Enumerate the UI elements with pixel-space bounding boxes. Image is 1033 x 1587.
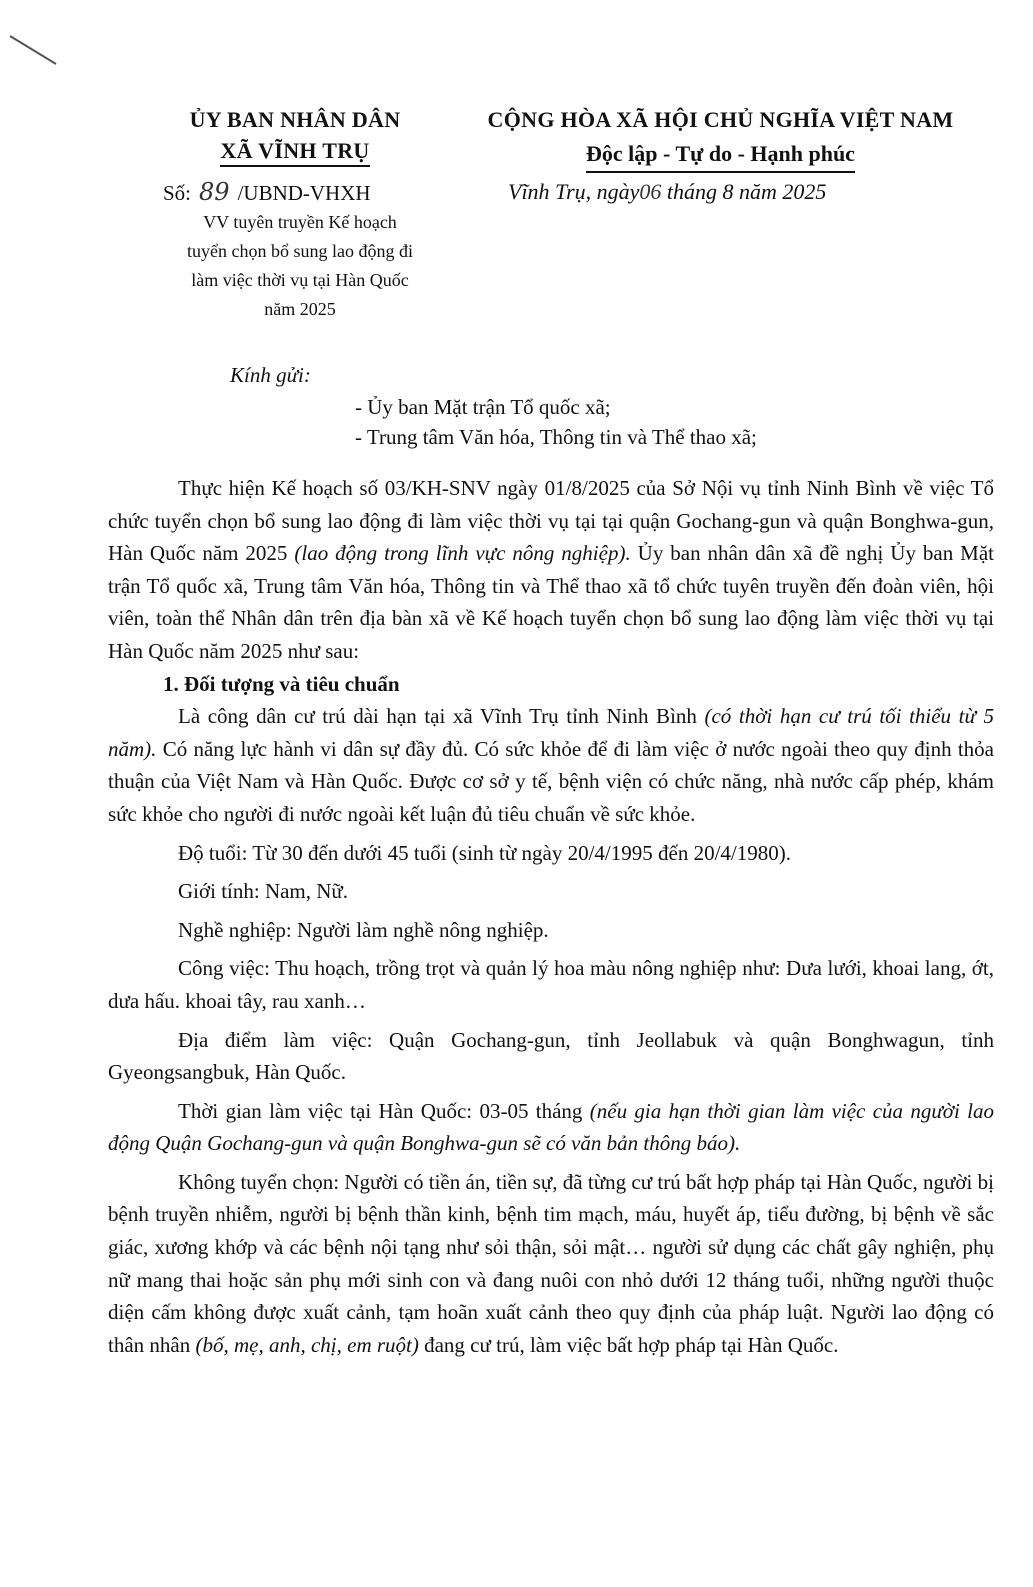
pen-stroke-mark [8, 30, 68, 70]
summary-line: làm việc thời vụ tại Hàn Quốc [191, 270, 409, 290]
country-name: CỘNG HÒA XÃ HỘI CHỦ NGHĨA VIỆT NAM [487, 107, 954, 132]
date-prefix: Vĩnh Trụ, ngày [508, 179, 640, 204]
national-motto: Độc lập - Tự do - Hạnh phúc [586, 137, 855, 173]
issuing-authority [120, 103, 470, 167]
national-title [448, 103, 993, 173]
eligibility-paragraph: Là công dân cư trú dài hạn tại xã Vĩnh Trụ tỉnh Ninh Bình (có thời hạn cư trú tối thiểu từ 5 năm). Có năng lực hành vi dân sự đầy đủ. Có sức khỏe để đi làm việc ở nước ngoài theo quy định thỏa thuận của Việt Nam và Hàn Quốc. Được cơ sở y tế, bệnh viện có chức năng, nhà nước cấp phép, khám sức khỏe cho người đi nước ngoài kết luận đủ tiêu chuẩn về sức khỏe. [108, 704, 994, 826]
age-requirement: Độ tuổi: Từ 30 đến dưới 45 tuổi (sinh từ ngày 20/4/1995 đến 20/4/1980). [178, 840, 791, 865]
work-description: Công việc: Thu hoạch, trồng trọt và quản lý hoa màu nông nghiệp như: Dưa lưới, khoai lang, ớt, dưa hấu. khoai tây, rau xanh… [108, 956, 994, 1013]
occupation-requirement: Nghề nghiệp: Người làm nghề nông nghiệp. [178, 917, 549, 942]
place-and-date [508, 177, 826, 207]
recipient-item: - Trung tâm Văn hóa, Thông tin và Thể thao xã; [355, 425, 757, 449]
doc-number-prefix: Số: [163, 181, 192, 205]
document-number [163, 177, 371, 208]
doc-number-handwritten: 89 [199, 178, 230, 206]
doc-number-suffix: /UBND-VHXH [237, 181, 371, 205]
work-location: Địa điểm làm việc: Quận Gochang-gun, tỉnh Jeollabuk và quận Bonghwagun, tỉnh Gyeongsangbuk, Hàn Quốc. [108, 1027, 994, 1085]
summary-line: VV tuyên truyền Kế hoạch [203, 212, 397, 232]
recipients-list [355, 392, 757, 452]
document-summary [135, 208, 465, 324]
document-body [108, 472, 994, 1361]
date-suffix: tháng 8 năm 2025 [666, 179, 827, 204]
recipient-item: - Ủy ban Mặt trận Tổ quốc xã; [355, 395, 611, 419]
gender-requirement: Giới tính: Nam, Nữ. [178, 879, 349, 904]
exclusion-criteria: Không tuyển chọn: Người có tiền án, tiền sự, đã từng cư trú bất hợp pháp tại Hàn Quốc, người bị bệnh truyền nhiễm, người bị bệnh thần kinh, bệnh tim mạch, máu, huyết áp, tiểu đường, bị bệnh về sắc giác, xương khớp và các bệnh nội tạng như sỏi thận, sỏi mật… người sử dụng các chất gây nghiện, phụ nữ mang thai hoặc sản phụ mới sinh con và đang nuôi con nhỏ dưới 12 tháng tuổi, những người thuộc diện cấm không được xuất cảnh, tạm hoãn xuất cảnh theo quy định của pháp luật. Người lao động có thân nhân (bố, mẹ, anh, chị, em ruột) đang cư trú, làm việc bất hợp pháp tại Hàn Quốc. [108, 1169, 994, 1357]
work-duration: Thời gian làm việc tại Hàn Quốc: 03-05 tháng (nếu gia hạn thời gian làm việc của người lao động Quận Gochang-gun và quận Bonghwa-gun sẽ có văn bản thông báo). [108, 1098, 994, 1156]
greeting-label: Kính gửi: [230, 363, 311, 387]
org-line-1: ỦY BAN NHÂN DÂN [189, 107, 401, 132]
intro-paragraph: Thực hiện Kế hoạch số 03/KH-SNV ngày 01/8/2025 của Sở Nội vụ tỉnh Ninh Bình về việc Tổ chức tuyển chọn bổ sung lao động đi làm việc thời vụ tại tại quận Gochang-gun và quận Bonghwa-gun, Hàn Quốc năm 2025 (lao động trong lĩnh vực nông nghiệp). Ủy ban nhân dân xã đề nghị Ủy ban Mặt trận Tổ quốc xã, Trung tâm Văn hóa, Thông tin và Thể thao xã tổ chức tuyên truyền đến đoàn viên, hội viên, toàn thể Nhân dân trên địa bàn xã về Kế hoạch tuyển chọn bổ sung lao động làm việc thời vụ tại Hàn Quốc năm 2025 như sau: [108, 476, 994, 663]
section-heading: 1. Đối tượng và tiêu chuẩn [163, 671, 400, 696]
summary-line: tuyển chọn bổ sung lao động đi [187, 241, 413, 261]
org-line-2: XÃ VĨNH TRỤ [220, 137, 369, 167]
summary-line: năm 2025 [264, 299, 336, 319]
date-day-handwritten: 06 [639, 179, 662, 204]
